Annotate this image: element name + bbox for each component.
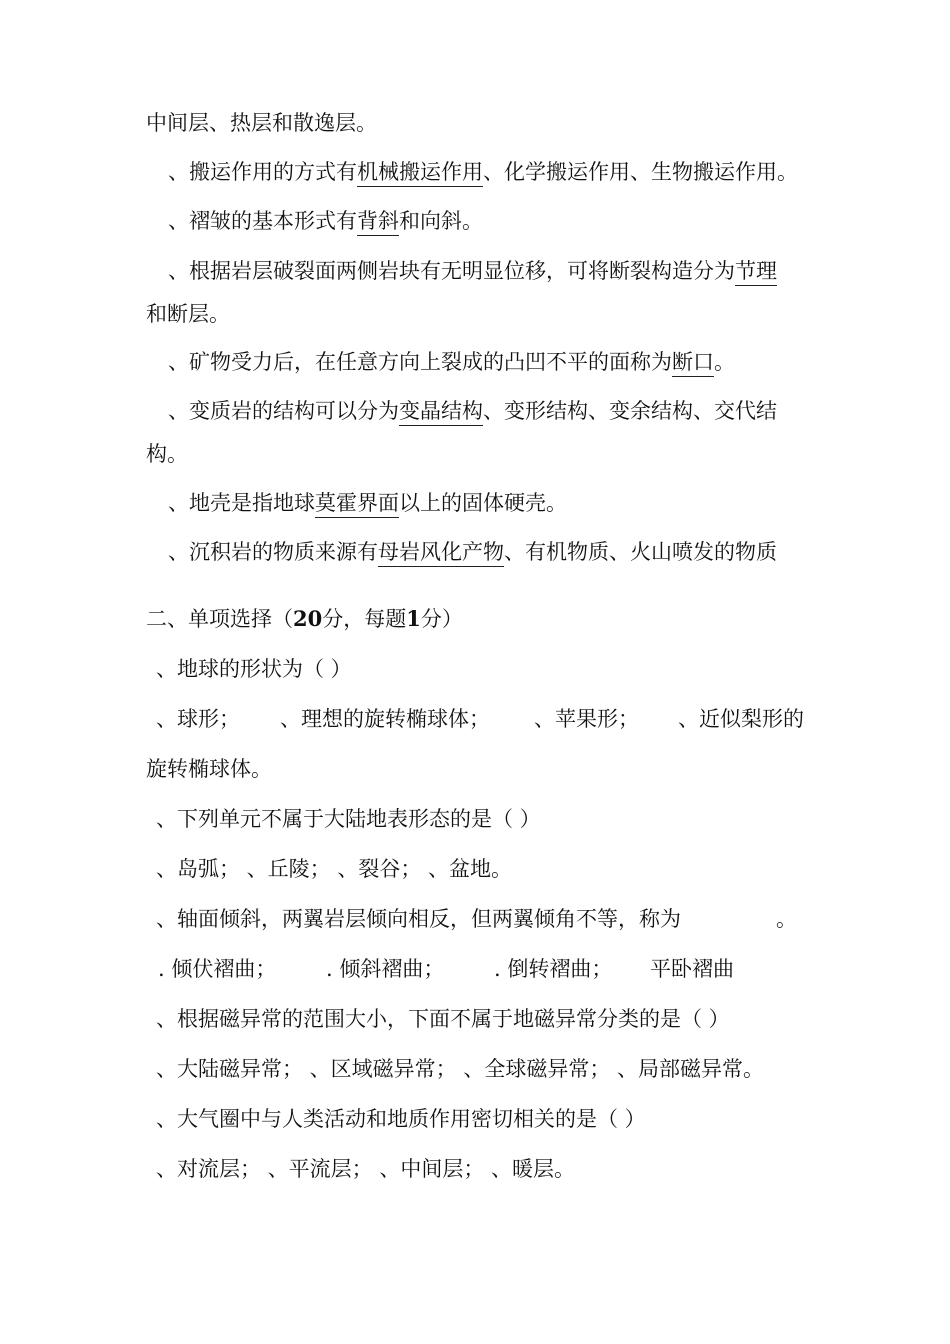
- option-a: . 倾伏褶曲；: [158, 957, 277, 981]
- question-text: 、褶皱的基本形式有: [168, 209, 357, 233]
- choice-options-1: [156, 704, 240, 734]
- choice-question-3: [156, 904, 681, 934]
- choice-options-1: [534, 704, 639, 734]
- question-text: 以上的固体硬壳。: [399, 491, 567, 515]
- question-text: 、根据磁异常的范围大小，下面不属于地磁异常分类的是（ ）: [156, 1007, 730, 1031]
- question-text: 、下列单元不属于大陆地表形态的是（ ）: [156, 807, 541, 831]
- choice-question-3-end: [776, 904, 797, 934]
- question-fracture: [168, 256, 777, 286]
- question-sediment: [168, 537, 777, 567]
- choice-options-2: [156, 854, 512, 884]
- question-text: 、化学搬运作用、生物搬运作用。: [483, 160, 798, 184]
- heading-text: 二、单项选择（: [146, 607, 293, 631]
- question-text: 、变质岩的结构可以分为: [168, 399, 399, 423]
- question-text: 、根据岩层破裂面两侧岩块有无明显位移，可将断裂构造分为: [168, 259, 735, 283]
- option-d: 、近似梨形的: [678, 707, 804, 731]
- options-text: 、大陆磁异常； 、区域磁异常； 、全球磁异常； 、局部磁异常。: [156, 1057, 765, 1081]
- answer-blank: 母岩风化产物: [378, 538, 504, 567]
- option-c: 、苹果形；: [534, 707, 639, 731]
- answer-blank: 背斜: [357, 207, 399, 236]
- options-text: 、岛弧； 、丘陵； 、裂谷； 、盆地。: [156, 857, 513, 881]
- question-transport: [168, 157, 798, 187]
- question-text: 、轴面倾斜，两翼岩层倾向相反，但两翼倾角不等，称为: [156, 907, 681, 931]
- question-metamorphic-cont: [146, 439, 188, 469]
- question-text: 、有机物质、火山喷发的物质: [504, 540, 777, 564]
- option-b: 、理想的旋转椭球体；: [280, 707, 490, 731]
- question-mineral: [168, 347, 735, 377]
- question-text: 和断层。: [146, 302, 230, 326]
- question-metamorphic: [168, 396, 777, 426]
- choice-options-3: [494, 954, 612, 984]
- answer-blank: 机械搬运作用: [357, 158, 483, 187]
- heading-score: 1: [406, 606, 421, 631]
- option-a: 、球形；: [156, 707, 240, 731]
- question-text: 和向斜。: [399, 209, 483, 233]
- question-text: 、搬运作用的方式有: [168, 160, 357, 184]
- question-crust: [168, 488, 567, 518]
- option-c: . 倒转褶曲；: [494, 957, 613, 981]
- options-text: 、对流层； 、平流层； 、中间层； 、暖层。: [156, 1157, 576, 1181]
- section-heading: [146, 604, 463, 634]
- choice-options-3: [158, 954, 276, 984]
- choice-options-4: [156, 1054, 764, 1084]
- question-text: 、地壳是指地球: [168, 491, 315, 515]
- question-text: 、沉积岩的物质来源有: [168, 540, 378, 564]
- question-fold: [168, 206, 483, 236]
- question-fracture-cont: [146, 299, 230, 329]
- choice-options-1: [678, 704, 804, 734]
- question-text: 、矿物受力后，在任意方向上裂成的凸凹不平的面称为: [168, 350, 672, 374]
- option-d-cont: 旋转椭球体。: [146, 757, 272, 781]
- question-text: 、变形结构、变余结构、交代结: [483, 399, 777, 423]
- question-text: 、地球的形状为（ ）: [156, 657, 352, 681]
- question-text: 。: [776, 907, 797, 931]
- choice-options-1: [280, 704, 490, 734]
- question-text: 。: [714, 350, 735, 374]
- answer-blank: 断口: [672, 348, 714, 377]
- choice-question-2: [156, 804, 541, 834]
- choice-question-5: [156, 1104, 646, 1134]
- text-line: [146, 108, 377, 138]
- choice-question-4: [156, 1004, 730, 1034]
- question-text: 、大气圈中与人类活动和地质作用密切相关的是（ ）: [156, 1107, 646, 1131]
- choice-question-1: [156, 654, 352, 684]
- option-b: . 倾斜褶曲；: [326, 957, 445, 981]
- choice-options-3: [650, 954, 734, 984]
- choice-options-1-cont: [146, 754, 272, 784]
- line-text: 中间层、热层和散逸层。: [146, 111, 377, 135]
- answer-blank: 莫霍界面: [315, 489, 399, 518]
- heading-score: 20: [293, 606, 323, 631]
- choice-options-3: [326, 954, 444, 984]
- choice-options-5: [156, 1154, 575, 1184]
- option-d: 平卧褶曲: [650, 957, 734, 981]
- heading-text: 分）: [420, 607, 463, 631]
- question-text: 构。: [146, 442, 188, 466]
- heading-text: 分，每题: [322, 607, 407, 631]
- answer-blank: 节理: [735, 257, 777, 286]
- answer-blank: 变晶结构: [399, 397, 483, 426]
